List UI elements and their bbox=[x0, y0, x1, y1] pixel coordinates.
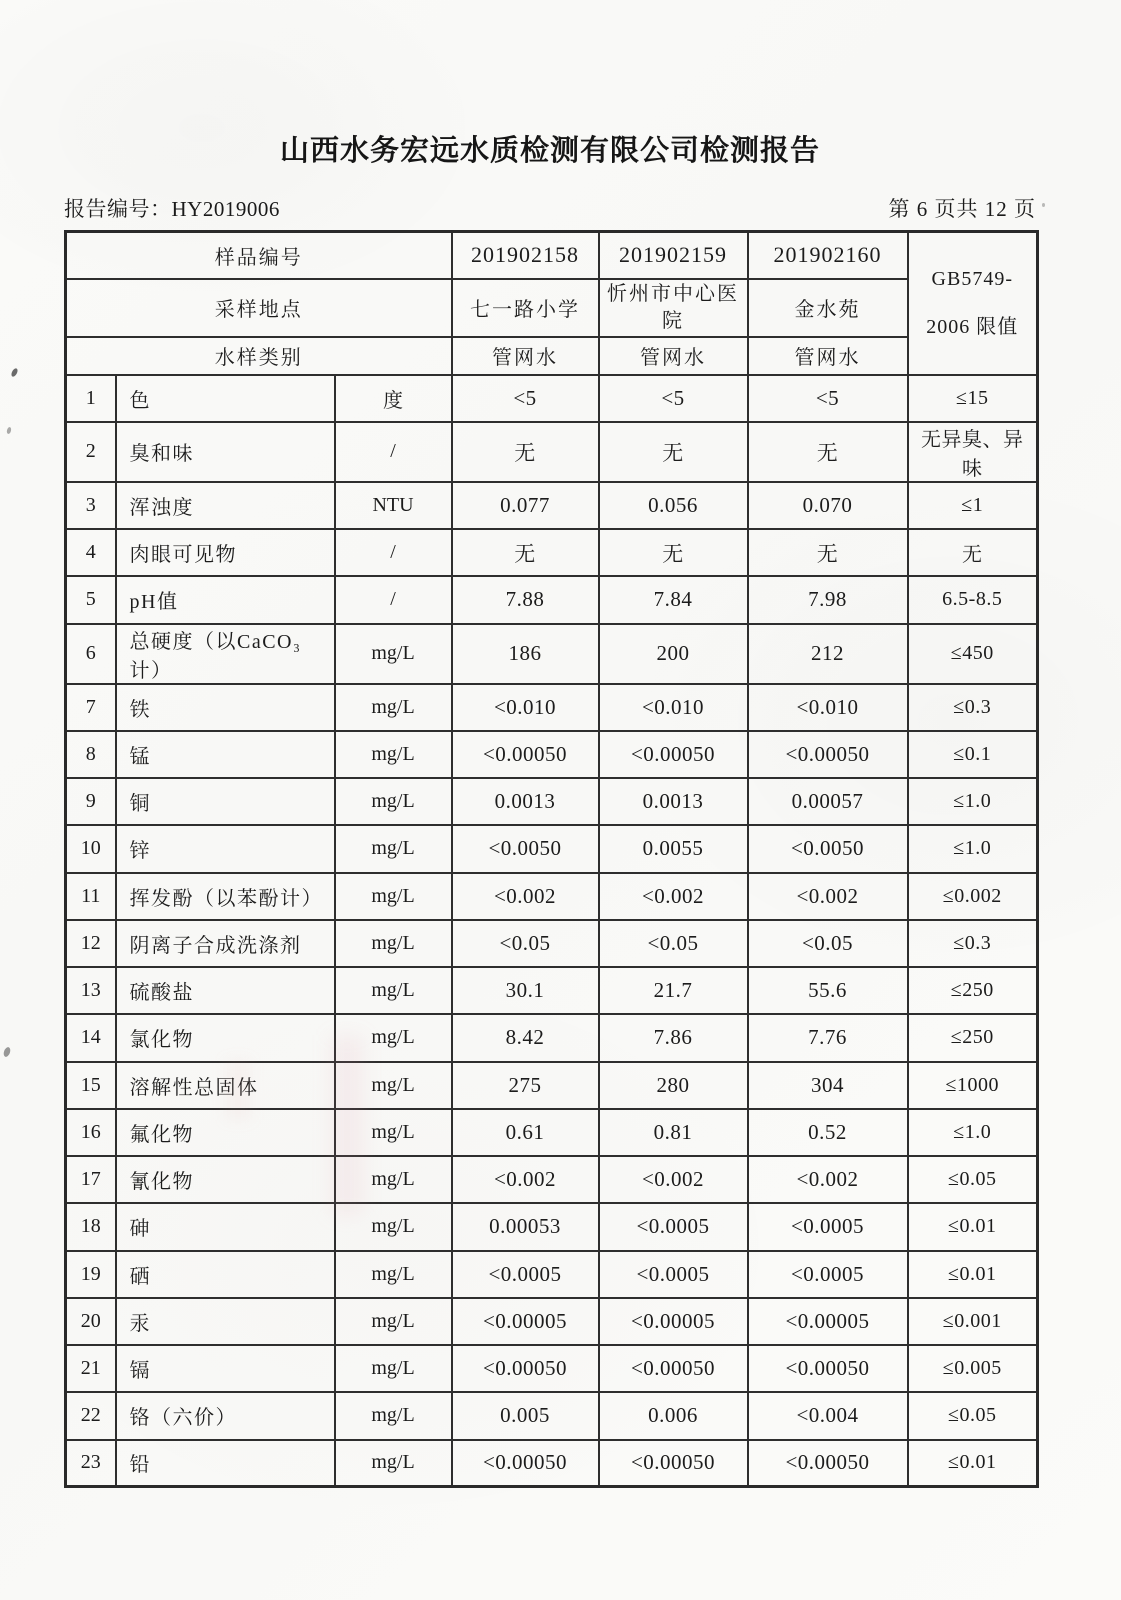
value-sample-2: <0.002 bbox=[599, 1156, 748, 1203]
value-sample-1: <0.00050 bbox=[452, 731, 599, 778]
parameter-row bbox=[66, 1392, 1038, 1439]
parameter-name: 氯化物 bbox=[116, 1014, 335, 1061]
parameter-row bbox=[66, 920, 1038, 967]
sample-number-3: 201902160 bbox=[748, 232, 908, 279]
value-sample-1: <5 bbox=[452, 375, 599, 422]
value-sample-2: 0.81 bbox=[599, 1109, 748, 1156]
limit-value: ≤1.0 bbox=[908, 778, 1038, 825]
limit-value: ≤0.1 bbox=[908, 731, 1038, 778]
value-sample-1: 0.077 bbox=[452, 482, 599, 529]
value-sample-3: <5 bbox=[748, 375, 908, 422]
limit-value: ≤450 bbox=[908, 624, 1038, 684]
row-index: 8 bbox=[66, 731, 116, 778]
sampling-location-2: 忻州市中心医院 bbox=[599, 279, 748, 337]
value-sample-2: <0.0005 bbox=[599, 1251, 748, 1298]
row-index: 15 bbox=[66, 1062, 116, 1109]
row-index: 1 bbox=[66, 375, 116, 422]
parameter-row bbox=[66, 624, 1038, 684]
row-index: 2 bbox=[66, 422, 116, 482]
sampling-location-row bbox=[66, 279, 1038, 337]
value-sample-2: <0.00050 bbox=[599, 1345, 748, 1392]
parameter-row bbox=[66, 422, 1038, 482]
limit-value: ≤250 bbox=[908, 967, 1038, 1014]
value-sample-2: <0.002 bbox=[599, 873, 748, 920]
parameter-row bbox=[66, 967, 1038, 1014]
limit-value: ≤0.05 bbox=[908, 1156, 1038, 1203]
report-meta bbox=[64, 193, 1036, 223]
value-sample-2: <0.05 bbox=[599, 920, 748, 967]
parameter-name: 铁 bbox=[116, 684, 335, 731]
value-sample-1: 275 bbox=[452, 1062, 599, 1109]
row-index: 10 bbox=[66, 825, 116, 872]
sampling-location-1: 七一路小学 bbox=[452, 279, 599, 337]
value-sample-1: 0.61 bbox=[452, 1109, 599, 1156]
water-type-2: 管网水 bbox=[599, 337, 748, 375]
standard-limit-label: 2006 限值 bbox=[926, 316, 1019, 339]
value-sample-3: <0.010 bbox=[748, 684, 908, 731]
parameter-name: 氟化物 bbox=[116, 1109, 335, 1156]
unit: mg/L bbox=[335, 920, 452, 967]
value-sample-2: <0.00050 bbox=[599, 1440, 748, 1487]
parameter-row bbox=[66, 1062, 1038, 1109]
limit-value: ≤0.002 bbox=[908, 873, 1038, 920]
parameter-name: 氰化物 bbox=[116, 1156, 335, 1203]
value-sample-3: <0.00050 bbox=[748, 1440, 908, 1487]
parameter-row bbox=[66, 1298, 1038, 1345]
scan-speck bbox=[1042, 203, 1045, 207]
parameter-name: 硒 bbox=[116, 1251, 335, 1298]
value-sample-2: 无 bbox=[599, 529, 748, 576]
value-sample-1: <0.00050 bbox=[452, 1440, 599, 1487]
limit-value: ≤250 bbox=[908, 1014, 1038, 1061]
sampling-location-3: 金水苑 bbox=[748, 279, 908, 337]
limit-value: ≤0.005 bbox=[908, 1345, 1038, 1392]
value-sample-2: 200 bbox=[599, 624, 748, 684]
row-index: 14 bbox=[66, 1014, 116, 1061]
parameter-name: 汞 bbox=[116, 1298, 335, 1345]
row-index: 22 bbox=[66, 1392, 116, 1439]
value-sample-1: <0.05 bbox=[452, 920, 599, 967]
value-sample-1: <0.0050 bbox=[452, 825, 599, 872]
limit-value: 无异臭、异味 bbox=[908, 422, 1038, 482]
scan-speck bbox=[2, 1046, 11, 1057]
value-sample-3: 0.52 bbox=[748, 1109, 908, 1156]
row-index: 11 bbox=[66, 873, 116, 920]
value-sample-1: 186 bbox=[452, 624, 599, 684]
scan-speck bbox=[10, 367, 19, 377]
row-index: 3 bbox=[66, 482, 116, 529]
limit-value: ≤0.3 bbox=[908, 920, 1038, 967]
value-sample-2: 21.7 bbox=[599, 967, 748, 1014]
parameter-name: 铬（六价） bbox=[116, 1392, 335, 1439]
value-sample-3: <0.0005 bbox=[748, 1203, 908, 1250]
water-type-row bbox=[66, 337, 1038, 375]
sample-number-1: 201902158 bbox=[452, 232, 599, 279]
parameter-name: 锌 bbox=[116, 825, 335, 872]
value-sample-3: <0.00050 bbox=[748, 731, 908, 778]
value-sample-3: 7.76 bbox=[748, 1014, 908, 1061]
parameter-name: 挥发酚（以苯酚计） bbox=[116, 873, 335, 920]
value-sample-3: <0.004 bbox=[748, 1392, 908, 1439]
unit: / bbox=[335, 529, 452, 576]
scan-speck bbox=[6, 427, 12, 435]
sampling-location-label: 采样地点 bbox=[66, 279, 452, 337]
limit-value: ≤1 bbox=[908, 482, 1038, 529]
parameter-name: 阴离子合成洗涤剂 bbox=[116, 920, 335, 967]
parameter-name: 色 bbox=[116, 375, 335, 422]
unit: mg/L bbox=[335, 1345, 452, 1392]
water-quality-results-table bbox=[64, 230, 1039, 1488]
parameter-name: 溶解性总固体 bbox=[116, 1062, 335, 1109]
unit: mg/L bbox=[335, 1298, 452, 1345]
value-sample-3: 无 bbox=[748, 529, 908, 576]
value-sample-3: 无 bbox=[748, 422, 908, 482]
unit: mg/L bbox=[335, 825, 452, 872]
parameter-row bbox=[66, 1203, 1038, 1250]
sample-number-2: 201902159 bbox=[599, 232, 748, 279]
value-sample-1: 无 bbox=[452, 422, 599, 482]
parameter-name: 肉眼可见物 bbox=[116, 529, 335, 576]
unit: mg/L bbox=[335, 967, 452, 1014]
value-sample-3: 212 bbox=[748, 624, 908, 684]
row-index: 6 bbox=[66, 624, 116, 684]
value-sample-1: <0.002 bbox=[452, 1156, 599, 1203]
unit: mg/L bbox=[335, 731, 452, 778]
value-sample-2: 0.0055 bbox=[599, 825, 748, 872]
row-index: 13 bbox=[66, 967, 116, 1014]
unit: mg/L bbox=[335, 684, 452, 731]
value-sample-3: 7.98 bbox=[748, 576, 908, 623]
value-sample-1: 7.88 bbox=[452, 576, 599, 623]
value-sample-2: <0.0005 bbox=[599, 1203, 748, 1250]
unit: mg/L bbox=[335, 1440, 452, 1487]
value-sample-1: 30.1 bbox=[452, 967, 599, 1014]
value-sample-3: <0.00050 bbox=[748, 1345, 908, 1392]
parameter-row bbox=[66, 1251, 1038, 1298]
unit: 度 bbox=[335, 375, 452, 422]
parameter-row bbox=[66, 1014, 1038, 1061]
parameter-row bbox=[66, 1440, 1038, 1487]
limit-value: 6.5-8.5 bbox=[908, 576, 1038, 623]
row-index: 21 bbox=[66, 1345, 116, 1392]
value-sample-3: 304 bbox=[748, 1062, 908, 1109]
limit-value: ≤0.3 bbox=[908, 684, 1038, 731]
row-index: 7 bbox=[66, 684, 116, 731]
value-sample-3: <0.0050 bbox=[748, 825, 908, 872]
limit-value: ≤15 bbox=[908, 375, 1038, 422]
value-sample-2: 280 bbox=[599, 1062, 748, 1109]
limit-value: ≤1000 bbox=[908, 1062, 1038, 1109]
unit: mg/L bbox=[335, 1392, 452, 1439]
parameter-row bbox=[66, 731, 1038, 778]
row-index: 23 bbox=[66, 1440, 116, 1487]
value-sample-1: 0.005 bbox=[452, 1392, 599, 1439]
row-index: 12 bbox=[66, 920, 116, 967]
parameter-row bbox=[66, 375, 1038, 422]
parameter-row bbox=[66, 576, 1038, 623]
water-type-3: 管网水 bbox=[748, 337, 908, 375]
parameter-row bbox=[66, 1156, 1038, 1203]
value-sample-2: 0.006 bbox=[599, 1392, 748, 1439]
parameter-name: pH值 bbox=[116, 576, 335, 623]
limit-value: ≤0.01 bbox=[908, 1251, 1038, 1298]
unit: mg/L bbox=[335, 778, 452, 825]
parameter-row bbox=[66, 1109, 1038, 1156]
value-sample-3: <0.05 bbox=[748, 920, 908, 967]
value-sample-2: <0.00005 bbox=[599, 1298, 748, 1345]
parameter-name: 臭和味 bbox=[116, 422, 335, 482]
parameter-row bbox=[66, 1345, 1038, 1392]
limit-value: ≤1.0 bbox=[908, 825, 1038, 872]
row-index: 18 bbox=[66, 1203, 116, 1250]
limit-value: 无 bbox=[908, 529, 1038, 576]
parameter-row bbox=[66, 482, 1038, 529]
unit: mg/L bbox=[335, 624, 452, 684]
parameter-row bbox=[66, 684, 1038, 731]
limit-value: ≤0.01 bbox=[908, 1440, 1038, 1487]
value-sample-1: <0.002 bbox=[452, 873, 599, 920]
unit: / bbox=[335, 576, 452, 623]
parameter-rows bbox=[66, 375, 1038, 1487]
page-title: 山西水务宏远水质检测有限公司检测报告 bbox=[279, 135, 820, 167]
value-sample-2: 0.0013 bbox=[599, 778, 748, 825]
value-sample-1: 8.42 bbox=[452, 1014, 599, 1061]
unit: mg/L bbox=[335, 1109, 452, 1156]
value-sample-1: 无 bbox=[452, 529, 599, 576]
unit: mg/L bbox=[335, 1014, 452, 1061]
unit: mg/L bbox=[335, 1062, 452, 1109]
value-sample-1: 0.0013 bbox=[452, 778, 599, 825]
standard-code: GB5749- bbox=[931, 268, 1013, 291]
value-sample-2: <5 bbox=[599, 375, 748, 422]
value-sample-2: 0.056 bbox=[599, 482, 748, 529]
unit: / bbox=[335, 422, 452, 482]
row-index: 9 bbox=[66, 778, 116, 825]
parameter-name: 砷 bbox=[116, 1203, 335, 1250]
value-sample-3: 55.6 bbox=[748, 967, 908, 1014]
unit: mg/L bbox=[335, 1156, 452, 1203]
value-sample-2: 无 bbox=[599, 422, 748, 482]
row-index: 19 bbox=[66, 1251, 116, 1298]
value-sample-2: <0.00050 bbox=[599, 731, 748, 778]
value-sample-2: 7.86 bbox=[599, 1014, 748, 1061]
parameter-name: 铅 bbox=[116, 1440, 335, 1487]
water-type-1: 管网水 bbox=[452, 337, 599, 375]
row-index: 20 bbox=[66, 1298, 116, 1345]
limit-value: ≤0.01 bbox=[908, 1203, 1038, 1250]
parameter-row bbox=[66, 778, 1038, 825]
water-type-label: 水样类别 bbox=[66, 337, 452, 375]
value-sample-3: 0.00057 bbox=[748, 778, 908, 825]
parameter-name: 镉 bbox=[116, 1345, 335, 1392]
row-index: 4 bbox=[66, 529, 116, 576]
limit-value: ≤0.05 bbox=[908, 1392, 1038, 1439]
parameter-name: 总硬度（以CaCO₃计） bbox=[116, 624, 335, 684]
value-sample-3: <0.002 bbox=[748, 873, 908, 920]
parameter-row bbox=[66, 825, 1038, 872]
unit: mg/L bbox=[335, 873, 452, 920]
value-sample-3: <0.002 bbox=[748, 1156, 908, 1203]
report-number: 报告编号：HY2019006 bbox=[64, 197, 280, 221]
limit-value: ≤1.0 bbox=[908, 1109, 1038, 1156]
unit: NTU bbox=[335, 482, 452, 529]
parameter-row bbox=[66, 529, 1038, 576]
value-sample-1: <0.00050 bbox=[452, 1345, 599, 1392]
value-sample-3: <0.00005 bbox=[748, 1298, 908, 1345]
value-sample-1: <0.010 bbox=[452, 684, 599, 731]
value-sample-3: 0.070 bbox=[748, 482, 908, 529]
parameter-name: 锰 bbox=[116, 731, 335, 778]
value-sample-2: 7.84 bbox=[599, 576, 748, 623]
value-sample-2: <0.010 bbox=[599, 684, 748, 731]
parameter-name: 硫酸盐 bbox=[116, 967, 335, 1014]
row-index: 5 bbox=[66, 576, 116, 623]
standard-limit-header bbox=[908, 232, 1038, 375]
unit: mg/L bbox=[335, 1203, 452, 1250]
page-indicator: 第 6 页共 12 页 bbox=[888, 197, 1036, 221]
row-index: 16 bbox=[66, 1109, 116, 1156]
sample-number-label: 样品编号 bbox=[66, 232, 452, 279]
row-index: 17 bbox=[66, 1156, 116, 1203]
value-sample-1: <0.00005 bbox=[452, 1298, 599, 1345]
value-sample-3: <0.0005 bbox=[748, 1251, 908, 1298]
value-sample-1: 0.00053 bbox=[452, 1203, 599, 1250]
unit: mg/L bbox=[335, 1251, 452, 1298]
parameter-name: 浑浊度 bbox=[116, 482, 335, 529]
parameter-row bbox=[66, 873, 1038, 920]
sample-number-row bbox=[66, 232, 1038, 279]
value-sample-1: <0.0005 bbox=[452, 1251, 599, 1298]
parameter-name: 铜 bbox=[116, 778, 335, 825]
limit-value: ≤0.001 bbox=[908, 1298, 1038, 1345]
